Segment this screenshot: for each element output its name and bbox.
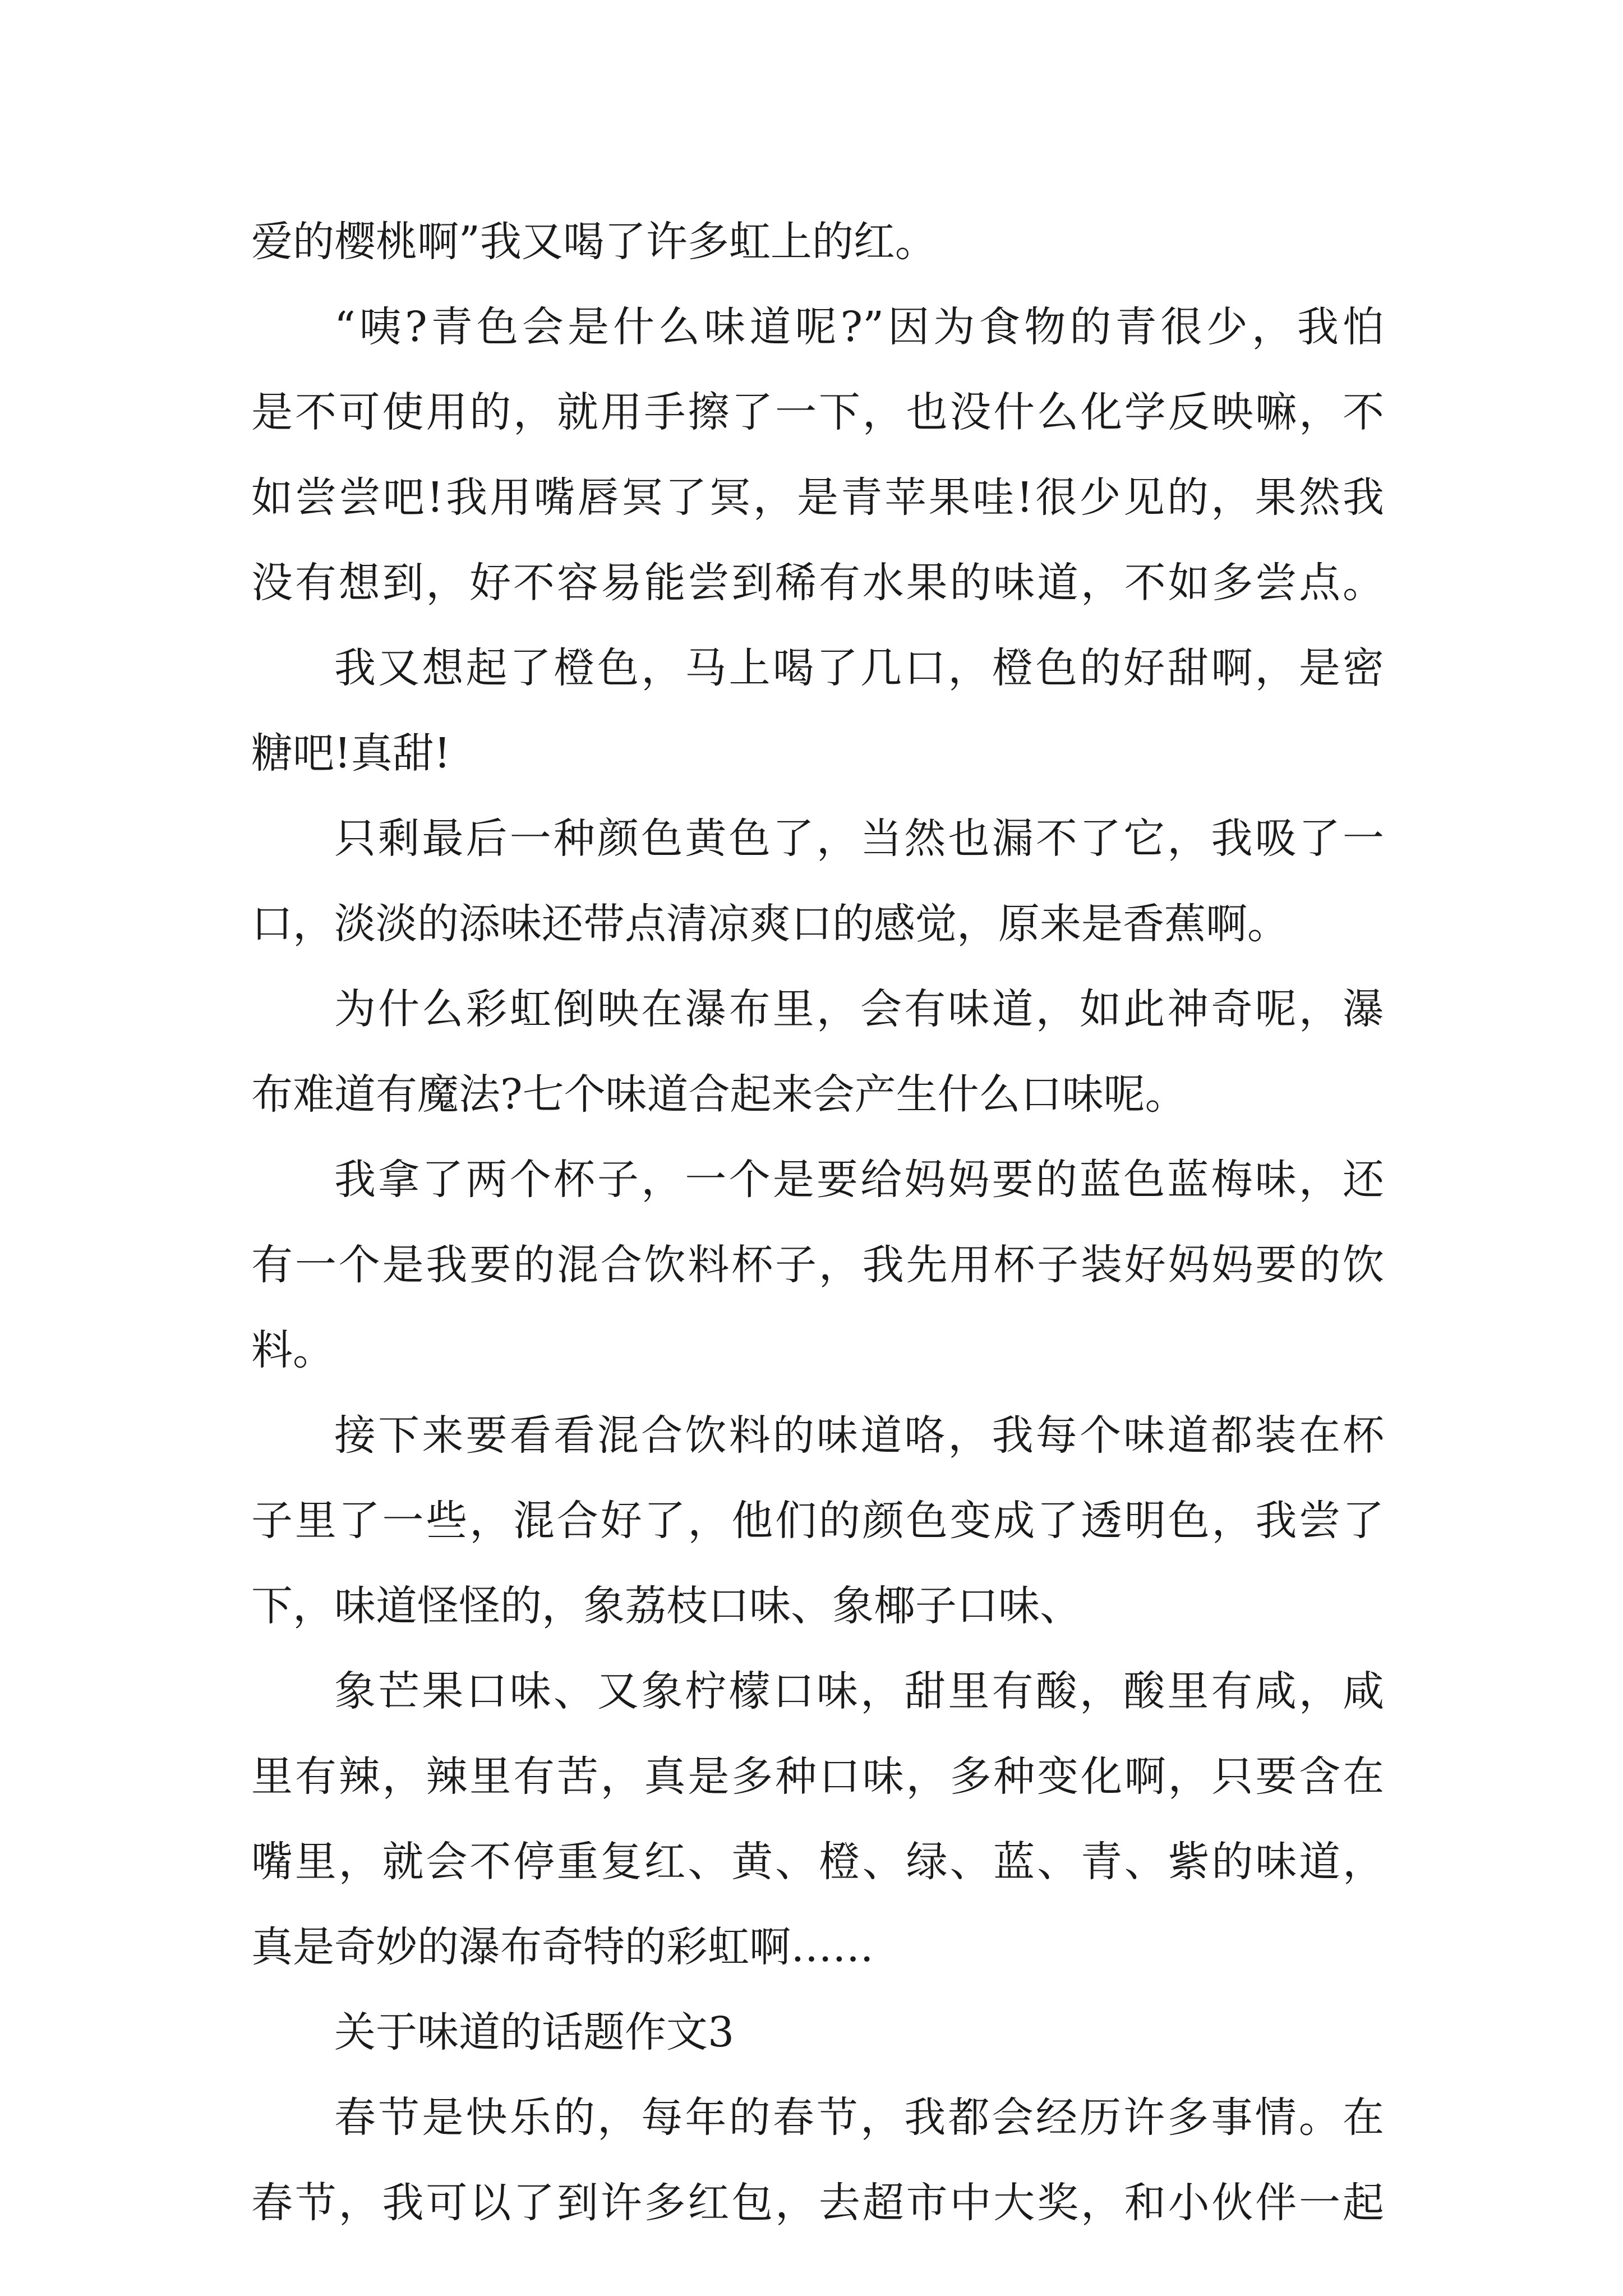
text-line: 是不可使用的，就用手擦了一下，也没什么化学反映嘛，不 (251, 388, 1384, 436)
text-line: “咦?青色会是什么味道呢?”因为食物的青很少，我怕 (334, 303, 1384, 351)
paragraph (251, 284, 1384, 625)
text-line: 为什么彩虹倒映在瀑布里，会有味道，如此神奇呢，瀑 (334, 985, 1384, 1033)
heading-text: 关于味道的话题作文3 (334, 2008, 735, 2056)
text-line: 有一个是我要的混合饮料杯子，我先用杯子装好妈妈要的饮 (251, 1241, 1384, 1289)
text-line: 口，淡淡的添味还带点清凉爽口的感觉，原来是香蕉啊。 (251, 900, 1289, 948)
paragraph (251, 625, 1384, 796)
text-line: 接下来要看看混合饮料的味道咯，我每个味道都装在杯 (334, 1411, 1384, 1460)
paragraph (251, 199, 1384, 284)
text-line: 只剩最后一种颜色黄色了，当然也漏不了它，我吸了一 (334, 815, 1384, 863)
text-line: 春节是快乐的，每年的春节，我都会经历许多事情。在 (334, 2093, 1384, 2142)
text-line: 没有想到，好不容易能尝到稀有水果的味道，不如多尝点。 (251, 559, 1384, 607)
text-line: 我拿了两个杯子，一个是要给妈妈要的蓝色蓝梅味，还 (334, 1156, 1384, 1204)
text-line: 嘴里，就会不停重复红、黄、橙、绿、蓝、青、紫的味道， (251, 1838, 1384, 1886)
text-line: 爱的樱桃啊”我又喝了许多虹上的红。 (251, 218, 937, 266)
paragraph (251, 2075, 1384, 2246)
text-line: 如尝尝吧!我用嘴唇冥了冥，是青苹果哇!很少见的，果然我 (251, 473, 1384, 522)
paragraph (251, 1137, 1384, 1393)
text-line: 我又想起了橙色，马上喝了几口，橙色的好甜啊，是密 (334, 644, 1384, 692)
text-line: 春节，我可以了到许多红包，去超市中大奖，和小伙伴一起 (251, 2179, 1384, 2227)
paragraph (251, 1393, 1384, 1649)
text-line: 真是奇妙的瀑布奇特的彩虹啊…… (251, 1923, 874, 1971)
text-line: 布难道有魔法?七个味道合起来会产生什么口味呢。 (251, 1070, 1187, 1119)
paragraph (251, 967, 1384, 1137)
text-line: 里有辣，辣里有苦，真是多种口味，多种变化啊，只要含在 (251, 1752, 1384, 1801)
document-body (251, 199, 1384, 2246)
section-heading (251, 1990, 1384, 2075)
text-line: 子里了一些，混合好了，他们的颜色变成了透明色，我尝了 (251, 1497, 1384, 1545)
text-line: 下，味道怪怪的，象荔枝口味、象椰子口味、 (251, 1582, 1081, 1630)
paragraph (251, 796, 1384, 967)
paragraph (251, 1649, 1384, 1990)
text-line: 象芒果口味、又象柠檬口味，甜里有酸，酸里有咸，咸 (334, 1667, 1384, 1715)
text-line: 料。 (251, 1326, 334, 1374)
text-line: 糖吧!真甜! (251, 729, 451, 777)
